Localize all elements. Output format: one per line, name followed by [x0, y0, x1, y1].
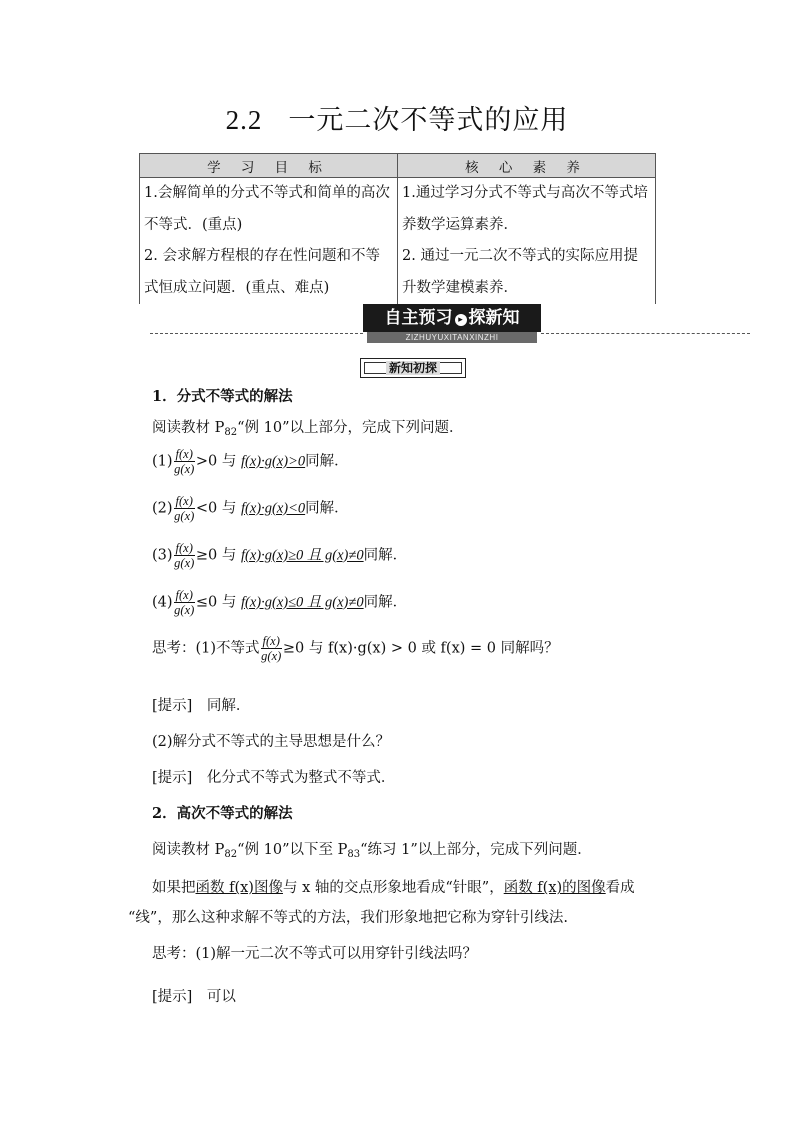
competency-item-2: 2. 通过一元二次不等式的实际应用提升数学建模素养． — [402, 248, 638, 296]
s1-hint-1: [提示] 同解． — [152, 698, 251, 714]
s2-intro-b: “例 10”以下至 P — [237, 842, 348, 858]
competency-item-1: 1.通过学习分式不等式与高次不等式培养数学运算素养． — [402, 185, 648, 233]
fraction-numerator: f(x) — [175, 588, 193, 602]
para-c: 看成 — [605, 880, 635, 896]
para-underline-1: 函数 f(x)图像 — [195, 880, 283, 896]
section-title: 一元二次不等式的应用 — [288, 105, 569, 136]
competency-header: 核 心 素 养 — [398, 154, 656, 178]
rule-label: (1) — [152, 453, 173, 470]
rule-relation: ≤0 与 — [195, 594, 241, 611]
banner-dash-right — [541, 333, 750, 334]
rule-answer: f(x)·g(x)<0 — [241, 500, 306, 517]
rule-answer: f(x)·g(x)≤0 且 g(x)≠0 — [241, 594, 364, 611]
s2-intro-sub2: 83 — [347, 849, 361, 860]
banner-pinyin: ZIZHUYUXITANXINZHI — [367, 332, 537, 343]
rule-tail: 同解． — [305, 453, 349, 470]
s1-heading: 1．分式不等式的解法 — [152, 388, 293, 405]
s1-hint-2: [提示] 化分式不等式为整式不等式． — [152, 770, 396, 786]
fraction-numerator: f(x) — [175, 447, 193, 461]
s1-intro — [152, 416, 464, 438]
s1-think-2: (2)解分式不等式的主导思想是什么？ — [152, 734, 391, 750]
s1-intro-sub: 82 — [224, 427, 238, 438]
rule-relation: ≥0 与 — [195, 547, 241, 564]
fraction-denominator: g(x) — [174, 556, 195, 570]
rule-tail: 同解． — [363, 594, 408, 611]
para-a: 如果把 — [152, 880, 196, 896]
rule-answer: f(x)·g(x)≥0 且 g(x)≠0 — [241, 547, 364, 564]
rule-item-2 — [152, 494, 349, 523]
page-title — [0, 98, 794, 137]
fraction-denominator: g(x) — [174, 509, 195, 523]
s1-intro-b: “例 10”以上部分，完成下列问题． — [237, 420, 464, 436]
fraction-denominator: g(x) — [174, 462, 195, 476]
goals-cell — [140, 178, 398, 305]
fraction-numerator: f(x) — [262, 634, 280, 648]
rule-tail: 同解． — [305, 500, 349, 517]
s2-intro-a: 阅读教材 P — [152, 842, 225, 858]
goals-header: 学 习 目 标 — [140, 154, 398, 178]
goal-item-1: 1.会解简单的分式不等式和简单的高次不等式．(重点) — [144, 185, 390, 233]
banner-title — [363, 304, 541, 332]
rule-relation: >0 与 — [195, 453, 241, 470]
fraction-numerator: f(x) — [175, 541, 193, 555]
s2-intro-c: “练习 1”以上部分，完成下列问题． — [360, 842, 592, 858]
fraction-numerator: f(x) — [175, 494, 193, 508]
tag-label: 新知初探 — [386, 361, 440, 375]
rule-answer: f(x)·g(x)>0 — [241, 453, 306, 470]
goal-item-2: 2. 会求解方程根的存在性问题和不等式恒成立问题．(重点、难点) — [144, 248, 380, 296]
section-number: 2.2 — [225, 105, 263, 135]
rule-label: (2) — [152, 500, 173, 517]
fraction — [174, 588, 195, 617]
fraction — [174, 494, 195, 523]
arrow-icon: ▸ — [455, 314, 467, 326]
rule-item-3 — [152, 541, 407, 570]
fraction — [261, 634, 282, 663]
fraction-denominator: g(x) — [174, 603, 195, 617]
fraction — [174, 541, 195, 570]
fraction — [174, 447, 195, 476]
rule-label: (3) — [152, 547, 173, 564]
rule-relation: <0 与 — [195, 500, 241, 517]
banner-left-text: 自主预习 — [384, 308, 453, 328]
s2-para-line2: “线”，那么这种求解不等式的方法，我们形象地把它称为穿针引线法. — [128, 910, 568, 926]
banner-right-text: 探新知 — [468, 308, 520, 328]
s2-para-line1 — [152, 876, 635, 897]
s2-intro-sub1: 82 — [224, 849, 238, 860]
s2-intro — [152, 838, 592, 860]
banner-dash-left — [150, 333, 363, 334]
think-1-a: 思考：(1)不等式 — [152, 640, 260, 657]
section-banner — [150, 304, 750, 344]
s1-intro-a: 阅读教材 P — [152, 420, 225, 436]
para-underline-2: 函数 f(x)的图像 — [503, 880, 606, 896]
goals-table — [139, 153, 656, 304]
s1-think-1 — [152, 634, 559, 663]
rule-item-4 — [152, 588, 407, 617]
s2-hint: [提示] 可以 — [152, 989, 236, 1005]
rule-item-1 — [152, 447, 349, 476]
think-1-b: ≥0 与 f(x)·g(x) > 0 或 f(x) = 0 同解吗？ — [282, 640, 559, 657]
s2-think: 思考：(1)解一元二次不等式可以用穿针引线法吗？ — [152, 946, 478, 962]
rule-label: (4) — [152, 594, 173, 611]
rule-tail: 同解． — [363, 547, 408, 564]
competency-cell — [398, 178, 656, 305]
s2-heading: 2．高次不等式的解法 — [152, 805, 293, 822]
section-tag — [360, 358, 466, 378]
para-b: 与 x 轴的交点形象地看成“针眼”， — [282, 880, 504, 896]
fraction-denominator: g(x) — [261, 649, 282, 663]
